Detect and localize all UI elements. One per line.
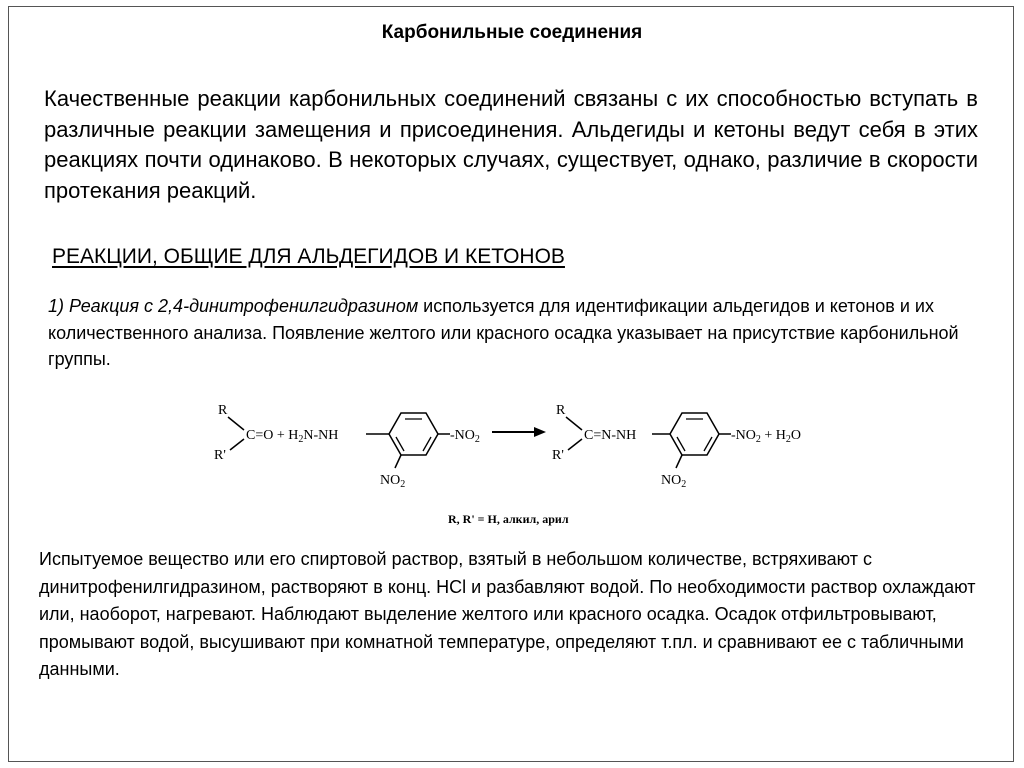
bond-nitro-ortho-left	[395, 455, 401, 468]
r-label-left: R	[218, 403, 228, 418]
r-label-right: R	[556, 403, 566, 418]
plus-water-text: + H	[760, 428, 786, 443]
page-title: Карбонильные соединения	[381, 22, 643, 43]
r-prime-label-right: R'	[552, 448, 564, 463]
bond-rprime-right	[568, 439, 582, 450]
nitro-para-right-sub: 2	[755, 434, 761, 445]
nitro-ortho-left-text: NO	[380, 473, 401, 488]
nitro-para-left-sub: 2	[474, 434, 480, 445]
procedure-paragraph: Испытуемое вещество или его спиртовой раствор, взятый в небольшом количестве, встряхивают с динитрофенилгидразином, растворяют в конц. HCl и разбавляют водой. По необходимости раствор охлаждают или, наоборот, нагревают. Наблюдают выделение желтого или красного осадка. Осадок отфильтровывают, промывают водой, высушивают при комнатной температуре, определяют т.пл. и сравнивают ее с табличными данными.	[39, 549, 976, 679]
nitro-para-right	[731, 428, 801, 445]
reaction-lead: 1) Реакция с 2,4-динитрофенилгидразином	[48, 296, 419, 316]
nitro-ortho-right	[661, 473, 686, 490]
nitro-ortho-left	[380, 473, 405, 490]
carbonyl-text: C=O + H	[246, 428, 299, 443]
reaction-text: используется для идентификации альдегидов и кетонов и их количественного анализа. Появление желтого или красного осадка указывает на присутствие карбонильной группы.	[48, 296, 959, 369]
bond-r-right	[566, 417, 582, 430]
nitro-ortho-right-text: NO	[661, 473, 682, 488]
carbonyl-subscript: 2	[298, 434, 304, 445]
amine-text: N-NH	[303, 428, 339, 443]
reaction-scheme	[200, 392, 840, 532]
r-prime-label-left: R'	[214, 448, 226, 463]
nitro-para-left-text: -NO	[450, 428, 475, 443]
intro-paragraph: Качественные реакции карбонильных соединений связаны с их способностью вступать в различные реакции замещения и присоединения. Альдегиды и кетоны ведут себя в этих реакциях почти одинаково. В некоторых случаях, существует, однако, различие в скорости протекания реакций.	[44, 86, 978, 203]
nitro-para-right-text: -NO	[731, 428, 756, 443]
nitro-ortho-left-sub: 2	[400, 479, 406, 490]
carbonyl-label	[246, 428, 338, 445]
water-oxygen: O	[790, 428, 802, 443]
water-subscript: 2	[785, 434, 791, 445]
reaction-arrow-head	[534, 427, 546, 437]
bond-rprime-left	[230, 439, 244, 450]
substituent-note: R, R' = H, алкил, арил	[448, 512, 569, 526]
bond-r-left	[228, 417, 244, 430]
section-heading: РЕАКЦИИ, ОБЩИЕ ДЛЯ АЛЬДЕГИДОВ И КЕТОНОВ	[52, 245, 565, 268]
hydrazone-label: C=N-NH	[584, 428, 637, 443]
nitro-ortho-right-sub: 2	[681, 479, 687, 490]
nitro-para-left	[450, 428, 480, 445]
reaction-description	[48, 293, 978, 373]
bond-nitro-ortho-right	[676, 455, 682, 468]
